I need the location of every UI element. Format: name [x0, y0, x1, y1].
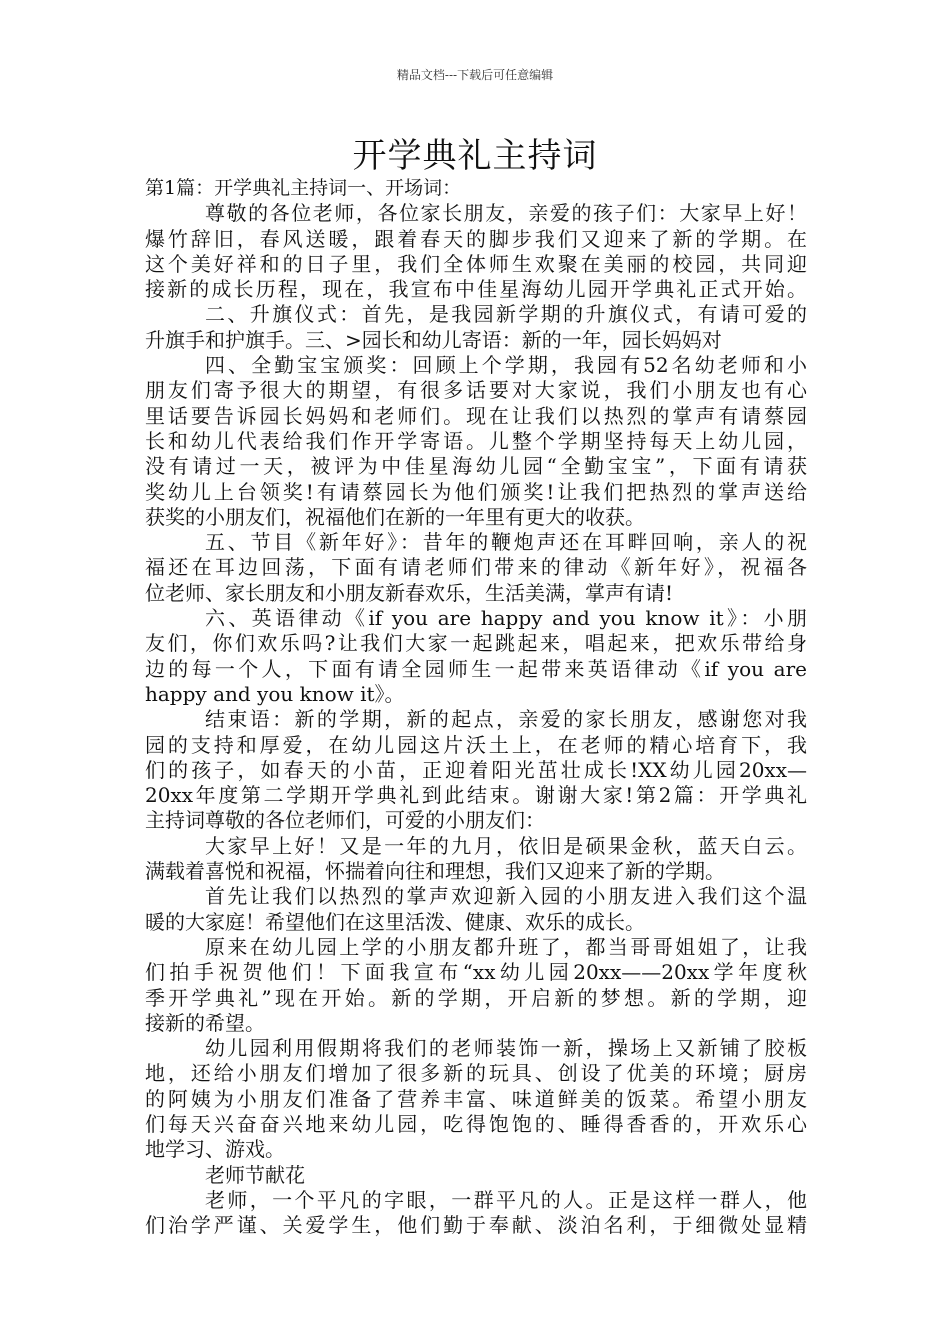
text-line: 结束语：新的学期，新的起点，亲爱的家长朋友，感谢您对我: [205, 707, 807, 732]
text-line: 园的支持和厚爱，在幼儿园这片沃土上，在老师的精心培育下，我: [145, 732, 807, 757]
document-body: [145, 176, 807, 1238]
text-line: 五、节目《新年好》：昔年的鞭炮声还在耳畔回响，亲人的祝: [205, 530, 807, 555]
text-line: 20xx年度第二学期开学典礼到此结束。谢谢大家!第2篇：开学典礼: [145, 783, 807, 808]
text-line: 接新的希望。: [145, 1010, 265, 1035]
text-line: 里话要告诉园长妈妈和老师们。现在让我们以热烈的掌声有请蔡园: [145, 403, 807, 428]
text-line: 奖幼儿上台领奖!有请蔡园长为他们颁奖!让我们把热烈的掌声送给: [145, 479, 807, 504]
text-line: 首先让我们以热烈的掌声欢迎新入园的小朋友进入我们这个温: [205, 884, 807, 909]
document-title: 开学典礼主持词: [352, 136, 598, 176]
text-line: 们的孩子，如春天的小苗，正迎着阳光茁壮成长!XX幼儿园20xx—: [145, 757, 807, 782]
text-line: 边的每一个人，下面有请全园师生一起带来英语律动《if you are: [145, 656, 807, 681]
text-line: 们拍手祝贺他们！下面我宣布“xx幼儿园20xx——20xx学年度秋: [145, 960, 807, 985]
text-line: 获奖的小朋友们，祝福他们在新的一年里有更大的收获。: [145, 504, 645, 529]
text-line: 福还在耳边回荡，下面有请老师们带来的律动《新年好》，祝福各: [145, 555, 807, 580]
text-line: 季开学典礼”现在开始。新的学期，开启新的梦想。新的学期，迎: [145, 985, 807, 1010]
text-line: 升旗手和护旗手。三、>园长和幼儿寄语：新的一年，园长妈妈对: [145, 327, 722, 352]
text-line: 这个美好祥和的日子里，我们全体师生欢聚在美丽的校园，共同迎: [145, 251, 807, 276]
text-line: 原来在幼儿园上学的小朋友都升班了，都当哥哥姐姐了，让我: [205, 934, 807, 959]
text-line: 长和幼儿代表给我们作开学寄语。儿整个学期坚持每天上幼儿园，: [145, 428, 807, 453]
text-line: 尊敬的各位老师，各位家长朋友，亲爱的孩子们：大家早上好！: [205, 201, 807, 226]
page-header: 精品文档---下载后可任意编辑: [396, 68, 554, 82]
text-line: 老师，一个平凡的字眼，一群平凡的人。正是这样一群人，他: [205, 1187, 807, 1212]
text-line: 接新的成长历程，现在，我宣布中佳星海幼儿园开学典礼正式开始。: [145, 277, 807, 302]
text-line: happy and you know it》。: [145, 681, 405, 706]
text-line: 爆竹辞旧，春风送暖，跟着春天的脚步我们又迎来了新的学期。在: [145, 226, 807, 251]
text-line: 们每天兴奋奋兴地来幼儿园，吃得饱饱的、睡得香香的，开欢乐心: [145, 1111, 807, 1136]
text-line: 主持词尊敬的各位老师们，可爱的小朋友们：: [145, 808, 545, 833]
text-line: 没有请过一天，被评为中佳星海幼儿园“全勤宝宝”，下面有请获: [145, 454, 807, 479]
text-line: 二、升旗仪式：首先，是我园新学期的升旗仪式，有请可爱的: [205, 302, 807, 327]
text-line: 幼儿园利用假期将我们的老师装饰一新，操场上又新铺了胶板: [205, 1036, 807, 1061]
text-line: 友们，你们欢乐吗?让我们大家一起跳起来，唱起来，把欢乐带给身: [145, 631, 807, 656]
text-line: 暖的大家庭！希望他们在这里活泼、健康、欢乐的成长。: [145, 909, 645, 934]
text-line: 六、英语律动《if you are happy and you know it》：小朋: [205, 606, 807, 631]
text-line: 地，还给小朋友们增加了很多新的玩具、创设了优美的环境；厨房: [145, 1061, 807, 1086]
text-line: 地学习、游戏。: [145, 1137, 285, 1162]
text-line: 的阿姨为小朋友们准备了营养丰富、味道鲜美的饭菜。希望小朋友: [145, 1086, 807, 1111]
text-line: 朋友们寄予很大的期望，有很多话要对大家说，我们小朋友也有心: [145, 378, 807, 403]
text-line: 老师节献花: [205, 1162, 305, 1187]
text-line: 第1篇：开学典礼主持词一、开场词：: [145, 177, 462, 199]
text-line: 们治学严谨、关爱学生，他们勤于奉献、淡泊名利，于细微处显精: [145, 1213, 807, 1238]
text-line: 大家早上好！又是一年的九月，依旧是硕果金秋，蓝天白云。: [205, 833, 807, 858]
text-line: 位老师、家长朋友和小朋友新春欢乐，生活美满，掌声有请!: [145, 580, 674, 605]
text-line: 四、全勤宝宝颁奖：回顾上个学期，我园有52名幼老师和小: [205, 353, 807, 378]
text-line: 满载着喜悦和祝福，怀揣着向往和理想，我们又迎来了新的学期。: [145, 859, 725, 884]
